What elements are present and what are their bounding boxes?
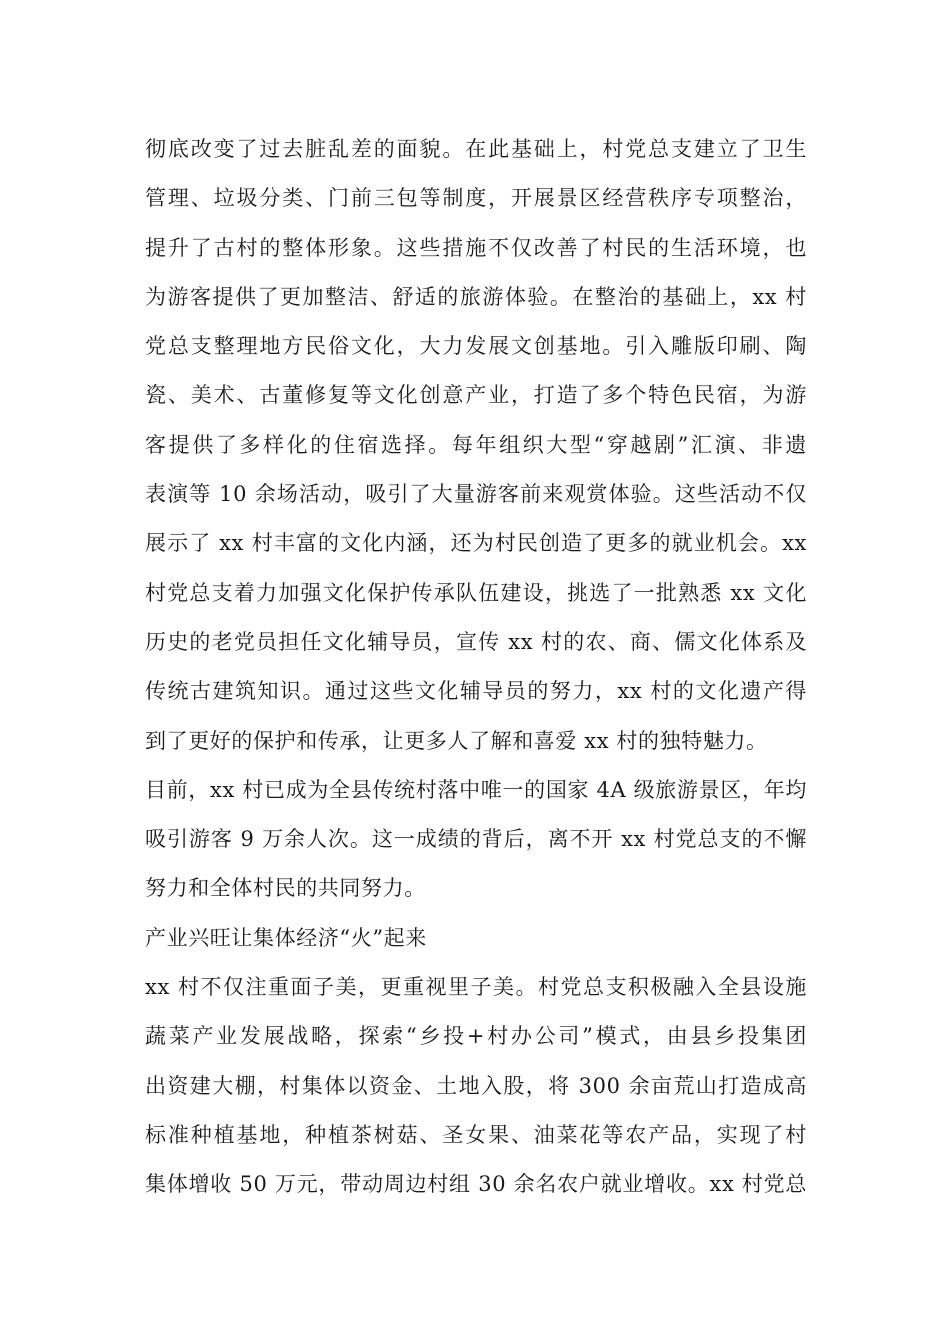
text-line: 瓷、美术、古董修复等文化创意产业，打造了多个特色民宿，为游 (145, 383, 807, 408)
section-heading: 产业兴旺让集体经济“火”起来 (145, 925, 427, 950)
text-line: 集体增收 50 万元，带动周边村组 30 余名农户就业增收。xx 村党总 (145, 1172, 807, 1197)
text-line: 彻底改变了过去脏乱差的面貌。在此基础上，村党总支建立了卫生 (145, 137, 807, 161)
text-line: 努力和全体村民的共同努力。 (145, 876, 426, 901)
text-line: 客提供了多样化的住宿选择。每年组织大型“穿越剧”汇演、非遗 (145, 432, 807, 457)
text-line: 吸引游客 9 万余人次。这一成绩的背后，离不开 xx 村党总支的不懈 (145, 827, 807, 852)
text-line: 传统古建筑知识。通过这些文化辅导员的努力，xx 村的文化遗产得 (145, 679, 807, 704)
text-line: 蔬菜产业发展战略，探索“乡投+村办公司”模式，由县乡投集团 (145, 1024, 807, 1049)
text-line: 为游客提供了更加整洁、舒适的旅游体验。在整治的基础上，xx 村 (145, 284, 807, 309)
text-line: 村党总支着力加强文化保护传承队伍建设，挑选了一批熟悉 xx 文化 (145, 580, 807, 605)
text-line: 标准种植基地，种植茶树菇、圣女果、油菜花等农产品，实现了村 (145, 1122, 807, 1147)
text-line: 管理、垃圾分类、门前三包等制度，开展景区经营秩序专项整治， (145, 186, 807, 211)
text-line: xx 村不仅注重面子美，更重视里子美。村党总支积极融入全县设施 (145, 975, 807, 1000)
text-line: 目前，xx 村已成为全县传统村落中唯一的国家 4A 级旅游景区，年均 (145, 777, 807, 802)
text-line: 党总支整理地方民俗文化，大力发展文创基地。引入雕版印刷、陶 (145, 334, 807, 359)
text-line: 历史的老党员担任文化辅导员，宣传 xx 村的农、商、儒文化体系及 (145, 629, 807, 654)
text-line: 提升了古村的整体形象。这些措施不仅改善了村民的生活环境，也 (145, 235, 807, 260)
document-body (145, 125, 807, 1210)
text-line: 出资建大棚，村集体以资金、土地入股，将 300 余亩荒山打造成高 (145, 1073, 807, 1098)
text-line: 表演等 10 余场活动，吸引了大量游客前来观赏体验。这些活动不仅 (145, 482, 807, 507)
text-line: 到了更好的保护和传承，让更多人了解和喜爱 xx 村的独特魅力。 (145, 728, 768, 753)
text-line: 展示了 xx 村丰富的文化内涵，还为村民创造了更多的就业机会。xx (145, 531, 807, 556)
